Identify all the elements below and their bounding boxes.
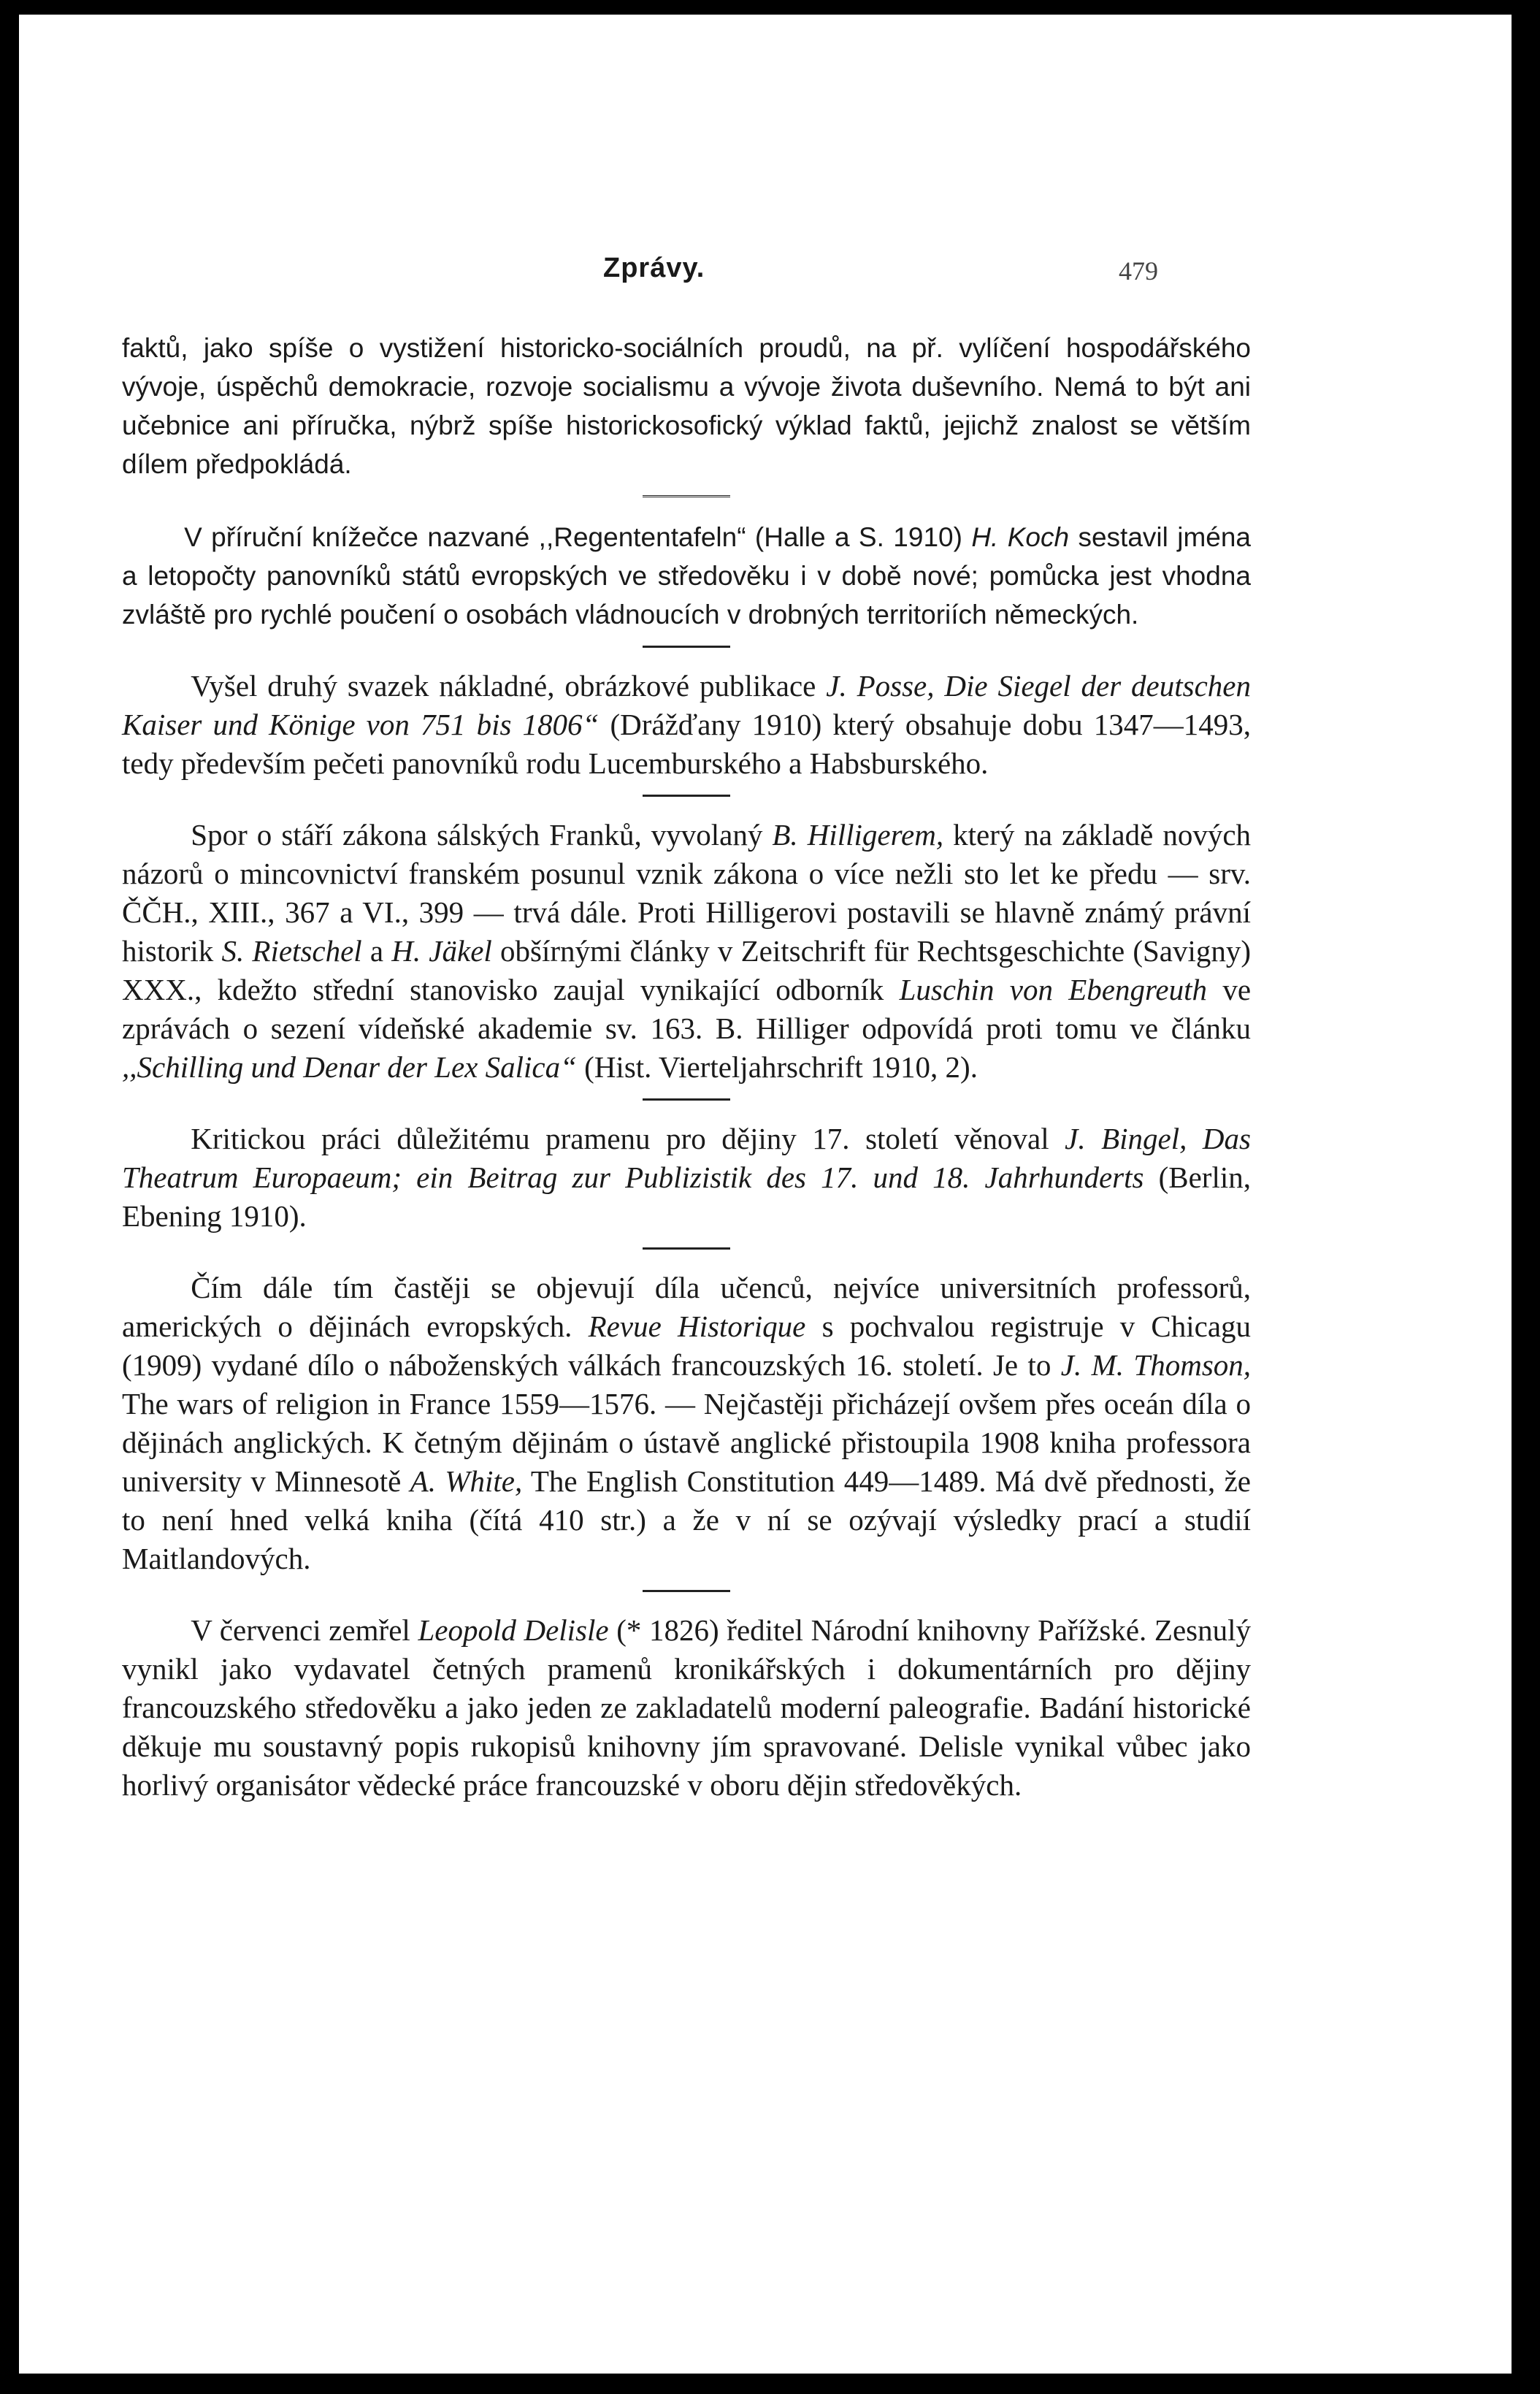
paragraph-text: obšírnými články v Zeitschrift für Rechtsgeschichte (Savigny) XXX., kdežto střední stanovisko zaujal vynikající odborník xyxy=(122,934,1252,1006)
section-divider xyxy=(643,495,730,499)
paragraph-text: s pochvalou registruje v Chicagu (1909) vydané dílo o náboženských válkách francouzských 16. století. Je to xyxy=(122,1309,1252,1382)
paragraph-text: Kritickou práci důležitému pramenu pro dějiny 17. století věnoval xyxy=(191,1122,1049,1155)
section-divider xyxy=(643,1098,730,1101)
paragraph-text: (Hist. Vierteljahrschrift 1910, 2). xyxy=(584,1050,978,1084)
news-item-delisle-obituary xyxy=(122,1611,1251,1805)
news-item-posse xyxy=(122,667,1251,783)
page-body xyxy=(122,329,1251,1805)
paragraph-text: který na základě nových názorů o mincovnictví franském posunul vznik zákona o více nežli sto let ke předu — srv. ČČH., XIII., 367 a VI., 399 — trvá dále. Proti Hilligerovi postavili se hlavně známý právní historik xyxy=(122,818,1252,968)
journal-title: Revue Historique xyxy=(588,1309,806,1343)
article-title: ,,Schilling und Denar der Lex Salica“ xyxy=(122,1050,577,1084)
paragraph-continuation xyxy=(122,329,1251,483)
section-divider xyxy=(643,1590,730,1592)
author-name: S. Rietschel xyxy=(221,934,362,968)
paragraph-text: Čím dále tím častěji se objevují díla učenců, nejvíce universitních professorů, amerických o dějinách evropských. xyxy=(122,1271,1251,1343)
news-item-lex-salica xyxy=(122,816,1251,1087)
book-title: J. Bingel, Das Theatrum Europaeum; ein Beitrag zur Publizistik des 17. und 18. Jahrhunderts xyxy=(122,1122,1251,1194)
paragraph-text: V příruční knížečce nazvané ,,Regententafeln“ (Halle a S. 1910) xyxy=(184,522,962,552)
paragraph-text: faktů, jako spíše o vystižení historicko-sociálních proudů, na př. vylíčení hospodářského vývoje, úspěchů demokracie, rozvoje socialismu a vývoje života duševního. Nemá to být ani učebnice ani příručka, nýbrž spíše historickosofický výklad faktů, jejichž znalost se větším dílem předpokládá. xyxy=(122,333,1251,479)
author-name: B. Hilligerem, xyxy=(772,818,944,852)
page-header xyxy=(19,253,1512,297)
news-item-theatrum xyxy=(122,1120,1251,1236)
paragraph-text: sestavil jména a letopočty panovníků států evropských ve středověku i v době nové; pomůcka jest vhodna zvláště pro rychlé poučení o osobách vládnoucích v drobných territoriích německých. xyxy=(122,522,1252,630)
paragraph-text: V červenci zemřel xyxy=(191,1613,410,1647)
person-name: Leopold Delisle xyxy=(418,1613,609,1647)
news-item-american-scholars xyxy=(122,1269,1251,1578)
paragraph-text: Spor o stáří zákona sálských Franků, vyvolaný xyxy=(191,818,763,852)
page xyxy=(19,15,1512,2374)
section-divider xyxy=(643,795,730,797)
book-title: J. Posse, Die Siegel der deutschen Kaiser und Könige von 751 bis 1806“ xyxy=(122,669,1251,741)
news-item-regententafeln xyxy=(122,518,1251,634)
paragraph-text: ve zprávách o sezení vídeňské akademie sv. 163. B. Hilliger odpovídá proti tomu ve článku xyxy=(122,973,1252,1045)
paragraph-text: (Drážďany 1910) který obsahuje dobu 1347—1493, tedy především pečeti panovníků rodu Lucemburského a Habsburského. xyxy=(122,708,1251,780)
paragraph-text: (Berlin, Ebening 1910). xyxy=(122,1160,1251,1233)
paragraph-text: The wars of religion in France 1559—1576. — Nejčastěji přicházejí ovšem přes oceán díla o dějinách anglických. K četným dějinám o ústavě anglické přistoupila 1908 kniha professora university v Minnesotě xyxy=(122,1387,1251,1498)
paragraph-text: The English Constitution 449—1489. Má dvě přednosti, že to není hned velká kniha (čítá 410 str.) a že v ní se ozývají výsledky prací a studií Maitlandových. xyxy=(122,1464,1251,1575)
author-name: J. M. Thomson, xyxy=(1060,1348,1252,1382)
author-name: Luschin von Ebengreuth xyxy=(899,973,1208,1006)
author-name: A. White, xyxy=(410,1464,523,1498)
section-divider xyxy=(643,646,730,648)
page-number: 479 xyxy=(1119,256,1158,286)
running-title: Zprávy. xyxy=(603,253,705,283)
paragraph-text: Vyšel druhý svazek nákladné, obrázkové publikace xyxy=(191,669,816,703)
paragraph-text: a xyxy=(369,934,384,968)
author-name: H. Jäkel xyxy=(391,934,492,968)
section-divider xyxy=(643,1247,730,1250)
paragraph-text: (* 1826) ředitel Národní knihovny Pařížské. Zesnulý vynikl jako vydavatel četných pramenů kronikářských i dokumentárních pro dějiny francouzského středověku a jako jeden ze zakladatelů moderní paleografie. Badání historické děkuje mu soustavný popis rukopisů knihovny jím spravované. Delisle vynikal vůbec jako horlivý organisátor vědecké práce francouzské v oboru dějin středověkých. xyxy=(122,1613,1252,1802)
author-name: H. Koch xyxy=(971,522,1070,552)
